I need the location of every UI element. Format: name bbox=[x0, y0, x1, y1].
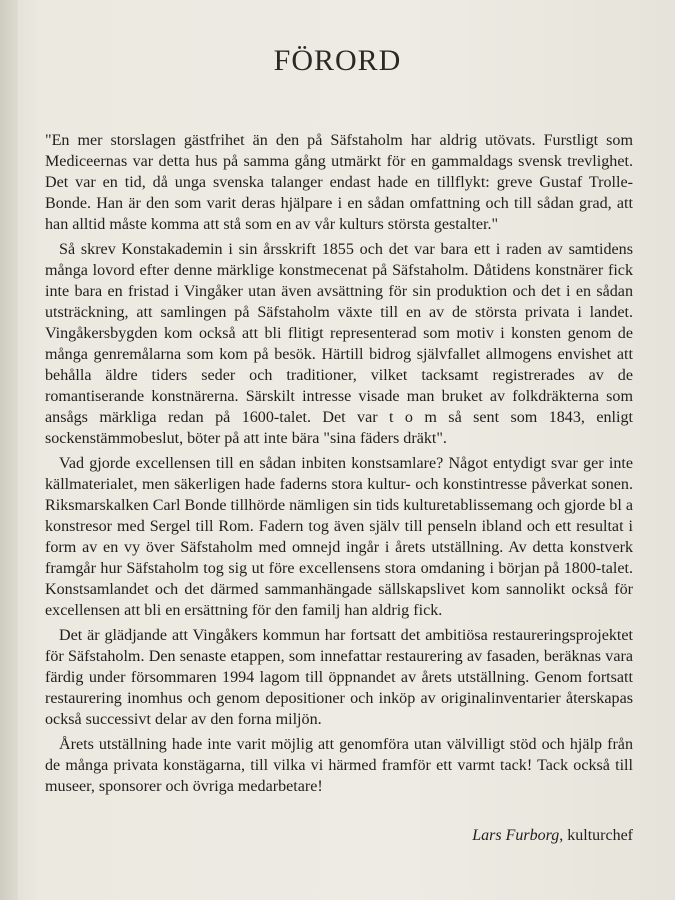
signature bbox=[472, 826, 633, 846]
paragraph-tack: Årets utställning hade inte varit möjlig att genomföra utan välvilligt stöd och hjälp från de många privata konstägarna, till vilka vi härmed framför ett varmt tack! Tack också till museer, sponsorer och övriga medarbetare! bbox=[45, 736, 633, 795]
paragraph-restaurering: Det är glädjande att Vingåkers kommun har fortsatt det ambitiösa restaureringsprojektet för Säfstaholm. Den senaste etappen, som innefattar restaurering av fasaden, beräknas vara färdig under försommaren 1994 lagom till öppnandet av årets utställning. Genom fortsatt restaurering inomhus och genom depositioner och inköp av originalinventarier återskapas också successivt delar av den forna miljön. bbox=[45, 627, 633, 728]
paragraph-excellensen: Vad gjorde excellensen till en sådan inbiten konstsamlare? Något entydigt svar ger inte källmaterialet, men säkerligen hade faderns stora kultur- och konstintresse påverkat sonen. Riksmarskalken Carl Bonde tillhörde nämligen sin tids kulturetablissemang och gjorde bl a konstresor med Sergel till Rom. Fadern tog även själv till penseln ibland och ett resultat i form av en vy över Säfstaholm med omnejd ingår i årets utställning. Av detta konstverk framgår hur Säfstaholm tog sig ut före excellensens stora omdaning i början på 1800-talet. Konstsamlandet och det därmed sammanhängade sällskapslivet kom sannolikt också för excellensen att bli en ersättning för den familj han aldrig fick. bbox=[45, 455, 633, 619]
signature-name: Lars Furborg bbox=[472, 827, 560, 844]
page-binding-edge bbox=[0, 0, 18, 900]
paragraph-konstakademin: Så skrev Konstakademin i sin årsskrift 1855 och det var bara ett i raden av samtidens många lovord efter denne märklige konstmecenat på Säfstaholm. Dåtidens konstnärer fick inte bara en fristad i Vingåker utan även avsättning för sin produktion och det i en sådan utsträckning, att samlingen på Säfstaholm växte till en av de största privata i landet. Vingåkersbygden kom också att bli flitigt representerad som motiv i konsten genom de många genremålarna som kom på besök. Härtill bidrog självfallet allmogens envishet att behålla äldre tiders seder och traditioner, vilket tacksamt registrerades av de romantiserande konstnärerna. Särskilt intresse visade man bruket av folkdräkterna som ansågs märkliga redan på 1600-talet. Det var t o m så sent som 1843, enligt sockenstämmobeslut, böter på att inte bära "sina fäders dräkt". bbox=[45, 241, 633, 447]
paragraph-quote: "En mer storslagen gästfrihet än den på Säfstaholm har aldrig utövats. Furstligt som Mediceernas var detta hus på samma gång utmärkt för en gammaldags svensk trevlighet. Det var en tid, då unga svenska talanger endast hade en tillflykt: greve Gustaf Trolle-Bonde. Han är den som varit deras hjälpare i en sådan omfattning och till sådan grad, att han alltid måste komma att stå som en av vår kulturs största gestalter." bbox=[45, 132, 633, 233]
page-title: FÖRORD bbox=[273, 44, 402, 77]
signature-role: , kulturchef bbox=[559, 827, 633, 844]
body-text bbox=[45, 130, 633, 801]
